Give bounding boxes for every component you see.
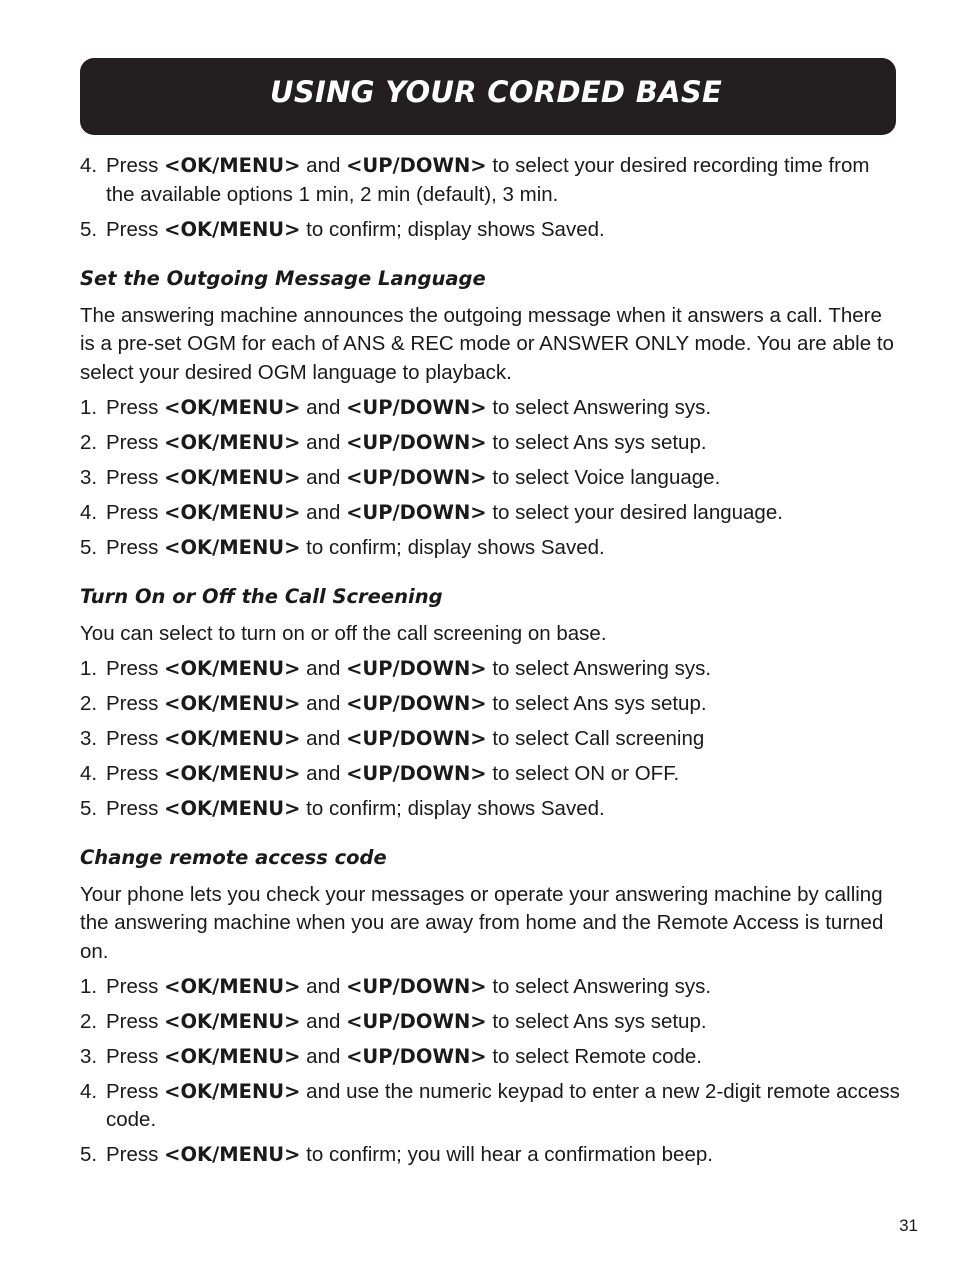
step-text: Press [106,217,165,241]
step-number: 2. [80,691,98,715]
step-number: 3. [80,726,98,750]
key-label: <OK/MENU> [164,500,301,524]
step-item [80,1141,900,1170]
key-label: <UP/DOWN> [346,465,487,489]
page-content [80,152,900,1176]
step-text: Press [106,691,165,715]
key-label: <OK/MENU> [164,691,301,715]
section-heading: Set the Outgoing Message Language [80,267,486,290]
step-text: and [300,465,347,489]
step-text: and [300,154,347,177]
step-text: to select your desired recording time from the available options 1 min, 2 min (default), 3 min. [106,154,870,206]
step-text: to select Ans sys setup. [486,430,707,454]
step-text: to confirm; display shows Saved. [300,796,605,820]
step-text: Press [106,656,165,680]
key-label: <UP/DOWN> [346,154,487,177]
step-item [80,795,900,824]
key-label: <UP/DOWN> [346,974,487,998]
step-item [80,1008,900,1037]
key-label: <OK/MENU> [164,796,301,820]
step-text: and [300,1009,347,1033]
page-number: 31 [899,1216,918,1235]
step-item [80,725,900,754]
step-text: Press [106,395,165,419]
step-text: to select Remote code. [486,1044,702,1068]
step-text: Press [106,535,165,559]
step-text: Press [106,1044,165,1068]
step-item [80,394,900,423]
step-text: to select your desired language. [486,500,783,524]
step-item [80,534,900,563]
step-item [80,216,900,245]
key-label: <UP/DOWN> [346,395,487,419]
key-label: <UP/DOWN> [346,726,487,750]
step-text: to confirm; display shows Saved. [300,535,605,559]
key-label: <OK/MENU> [164,726,301,750]
key-label: <OK/MENU> [164,154,301,177]
step-number: 4. [80,154,98,177]
step-item [80,429,900,458]
step-text: to confirm; display shows Saved. [300,217,605,241]
key-label: <OK/MENU> [164,974,301,998]
step-number: 2. [80,1009,98,1033]
page-title: USING YOUR CORDED BASE [270,75,723,109]
step-number: 4. [80,761,98,785]
step-text: Press [106,465,165,489]
step-text: Press [106,1079,165,1103]
section-heading: Turn On or Off the Call Screening [80,585,443,608]
step-item [80,973,900,1002]
key-label: <OK/MENU> [164,535,301,559]
step-number: 5. [80,217,98,241]
step-number: 5. [80,1143,98,1166]
section-call-screening [80,583,900,823]
key-label: <OK/MENU> [164,217,301,241]
step-item [80,690,900,719]
key-label: <UP/DOWN> [346,430,487,454]
key-label: <OK/MENU> [164,430,301,454]
key-label: <UP/DOWN> [346,1044,487,1068]
key-label: <OK/MENU> [164,761,301,785]
step-item [80,1078,900,1135]
section-banner [80,58,896,135]
step-text: Press [106,430,165,454]
step-text: Press [106,1143,165,1166]
step-text: Press [106,154,165,177]
step-text: and [300,500,347,524]
key-label: <OK/MENU> [164,1143,301,1166]
step-item [80,760,900,789]
key-label: <OK/MENU> [164,1079,301,1103]
step-number: 5. [80,535,98,559]
step-number: 4. [80,500,98,524]
key-label: <OK/MENU> [164,1009,301,1033]
section-intro: You can select to turn on or off the call screening on base. [80,621,607,645]
step-number: 3. [80,465,98,489]
step-number: 2. [80,430,98,454]
key-label: <UP/DOWN> [346,691,487,715]
step-number: 1. [80,656,98,680]
step-text: to select Ans sys setup. [486,1009,707,1033]
step-number: 5. [80,796,98,820]
step-number: 1. [80,395,98,419]
step-text: and [300,430,347,454]
section-intro: Your phone lets you check your messages or operate your answering machine by calling the answering machine when you are away from home and the Remote Access is turned on. [80,882,884,963]
key-label: <UP/DOWN> [346,761,487,785]
key-label: <UP/DOWN> [346,500,487,524]
step-text: Press [106,796,165,820]
section-intro: The answering machine announces the outgoing message when it answers a call. There is a pre-set OGM for each of ANS & REC mode or ANSWER ONLY mode. You are able to select your desired OGM language to playback. [80,303,894,384]
step-text: and use the numeric keypad to enter a new 2-digit remote access code. [106,1079,900,1131]
step-text: and [300,761,347,785]
step-item [80,655,900,684]
section-ogm-language [80,265,900,562]
step-text: and [300,726,347,750]
key-label: <OK/MENU> [164,395,301,419]
step-number: 3. [80,1044,98,1068]
step-text: to confirm; you will hear a confirmation beep. [300,1143,713,1166]
step-text: and [300,691,347,715]
step-item [80,499,900,528]
section-heading: Change remote access code [80,846,387,869]
step-text: and [300,974,347,998]
step-number: 4. [80,1079,98,1103]
key-label: <OK/MENU> [164,656,301,680]
key-label: <UP/DOWN> [346,1009,487,1033]
step-text: to select Ans sys setup. [486,691,707,715]
step-text: to select Answering sys. [486,974,712,998]
step-text: to select Answering sys. [486,656,712,680]
step-text: to select Voice language. [486,465,721,489]
step-text: and [300,1044,347,1068]
step-text: Press [106,726,165,750]
step-item [80,464,900,493]
step-text: to select Answering sys. [486,395,712,419]
step-text: to select ON or OFF. [486,761,680,785]
step-item [80,1043,900,1072]
step-text: and [300,395,347,419]
step-text: Press [106,500,165,524]
step-number: 1. [80,974,98,998]
step-text: Press [106,761,165,785]
key-label: <OK/MENU> [164,1044,301,1068]
step-text: and [300,656,347,680]
key-label: <OK/MENU> [164,465,301,489]
intro-steps [80,152,900,244]
step-text: to select Call screening [486,726,705,750]
step-item [80,152,900,209]
section-remote-access-code [80,844,900,1170]
key-label: <UP/DOWN> [346,656,487,680]
step-text: Press [106,1009,165,1033]
step-text: Press [106,974,165,998]
